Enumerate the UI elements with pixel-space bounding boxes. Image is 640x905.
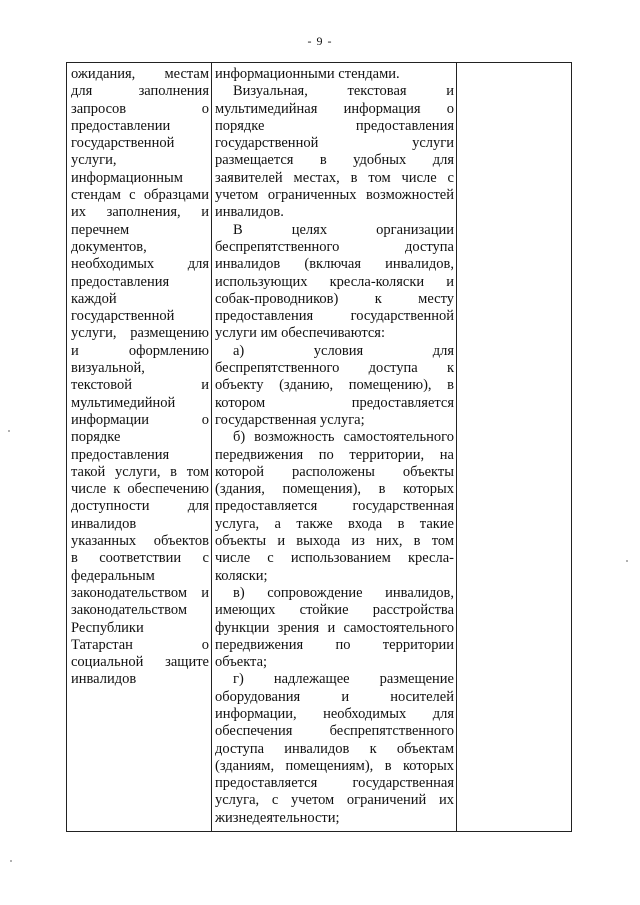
col1-text-line: визуальной, [71,360,145,377]
col1-text-line: услуги, размещению [71,325,209,342]
col1-text-line: доступности для [71,498,209,515]
col2-text-line: которой расположены объекты [215,463,454,480]
table-cell-requirement-subject [67,63,212,832]
col1-text-line: запросов о [71,100,209,117]
col2-text-line: котором предоставляется [215,394,454,411]
table-cell-requirement-content [212,63,457,832]
table-row [67,63,572,832]
col2-text-line: передвижения по территории [215,636,454,653]
col1-text-line: социальной защите [71,654,209,671]
col2-text-line: порядке предоставления [215,117,454,134]
col2-text-line: услуги им обеспечиваются: [215,325,385,342]
col2-text-line: услуга, с учетом ограничений их [215,792,454,809]
col2-text-line: б) возможность самостоятельного [233,429,454,446]
col2-text-line: объекту (зданию, помещению), в [215,377,454,394]
col1-text-line: государственной [71,308,175,325]
col2-text-line: беспрепятственного доступа [215,238,454,255]
col1-text-line: федеральным [71,567,155,584]
col1-text-line: указанных объектов [71,533,209,550]
col1-text-line: предоставления [71,273,170,290]
col2-text-line: В целях организации [233,221,454,238]
col2-text-line: жизнедеятельности; [215,809,340,826]
col2-text-line: государственная услуга; [215,411,365,428]
col1-text-line: для заполнения [71,83,209,100]
col2-text-line: размещается в удобных для [215,152,454,169]
col1-text-line: в соответствии с [71,550,209,567]
col2-text-line: а) условия для [233,342,454,359]
col1-text-line: государственной [71,135,175,152]
col1-text-line: предоставлении [71,117,171,134]
col2-text-line: собак-проводников) к месту [215,290,454,307]
col2-text-line: беспрепятственного доступа к [215,360,454,377]
scan-artifact [626,560,628,562]
table-cell-empty [457,63,572,832]
col1-text-line: порядке [71,429,121,446]
col1-text-line: документов, [71,238,147,255]
col2-text-line: мультимедийная информация о [215,100,454,117]
col2-text-line: обеспечения беспрепятственного [215,723,454,740]
col1-text-line: каждой [71,290,117,307]
col2-text-line: использующих кресла-коляски и [215,273,454,290]
col2-text-line: инвалидов (включая инвалидов, [215,256,454,273]
col2-text-line: в) сопровождение инвалидов, [233,584,454,601]
col2-text-line: заявителей местах, в том числе с [215,169,454,186]
col1-text-line: информационным [71,169,183,186]
col1-text-line: числе к обеспечению [71,481,209,498]
col1-text-line: услуги, [71,152,117,169]
scan-artifact [10,860,12,862]
col2-text-line: информационными стендами. [215,66,400,82]
col1-text-line: Республики [71,619,144,636]
col2-text-line: доступа инвалидов к объектам [215,740,454,757]
col1-text-line: инвалидов [71,515,137,532]
col2-text-line: числе с использованием кресла- [215,550,454,567]
col2-text-line: Визуальная, текстовая и [233,83,454,100]
col1-text-line: законодательством и [71,584,209,601]
cell-text-col1 [67,63,211,689]
col2-text-line: информации, необходимых для [215,705,454,722]
col1-text-line: информации о [71,411,209,428]
col2-text-line: (здания, помещения), в которых [215,481,454,498]
col2-text-line: объекты и выхода из них, в том [215,533,454,550]
col2-text-line: предоставления государственной [215,308,454,325]
col1-text-line: законодательством [71,602,188,619]
col1-text-line: ожидания, местам [71,66,209,82]
cell-text-col2 [212,63,456,827]
col2-text-line: услуга, а также входа в такие [215,515,454,532]
col1-text-line: Татарстан о [71,636,209,653]
col2-text-line: государственной услуги [215,135,454,152]
col2-text-line: передвижения по территории, на [215,446,454,463]
col1-text-line: перечнем [71,221,130,238]
col2-text-line: оборудования и носителей [215,688,454,705]
col1-text-line: инвалидов [71,671,137,688]
col2-text-line: г) надлежащее размещение [233,671,454,688]
col1-text-line: стендам с образцами [71,187,209,204]
col2-text-line: функции зрения и самостоятельного [215,619,454,636]
col1-text-line: мультимедийной [71,394,176,411]
col2-text-line: коляски; [215,567,268,584]
col2-text-line: имеющих стойкие расстройства [215,602,454,619]
col1-text-line: и оформлению [71,342,209,359]
col2-text-line: предоставляется государственная [215,775,454,792]
col1-text-line: предоставления [71,446,170,463]
col1-text-line: такой услуги, в том [71,463,209,480]
col2-text-line: учетом ограниченных возможностей [215,187,454,204]
page-number: - 9 - [307,34,333,48]
scan-artifact [8,430,10,432]
regulation-table [66,62,572,832]
col1-text-line: необходимых для [71,256,209,273]
col2-text-line: объекта; [215,654,268,671]
col1-text-line: их заполнения, и [71,204,209,221]
col2-text-line: (зданиям, помещениям), в которых [215,757,454,774]
col2-text-line: предоставляется государственная [215,498,454,515]
col1-text-line: текстовой и [71,377,209,394]
col2-text-line: инвалидов. [215,204,284,221]
